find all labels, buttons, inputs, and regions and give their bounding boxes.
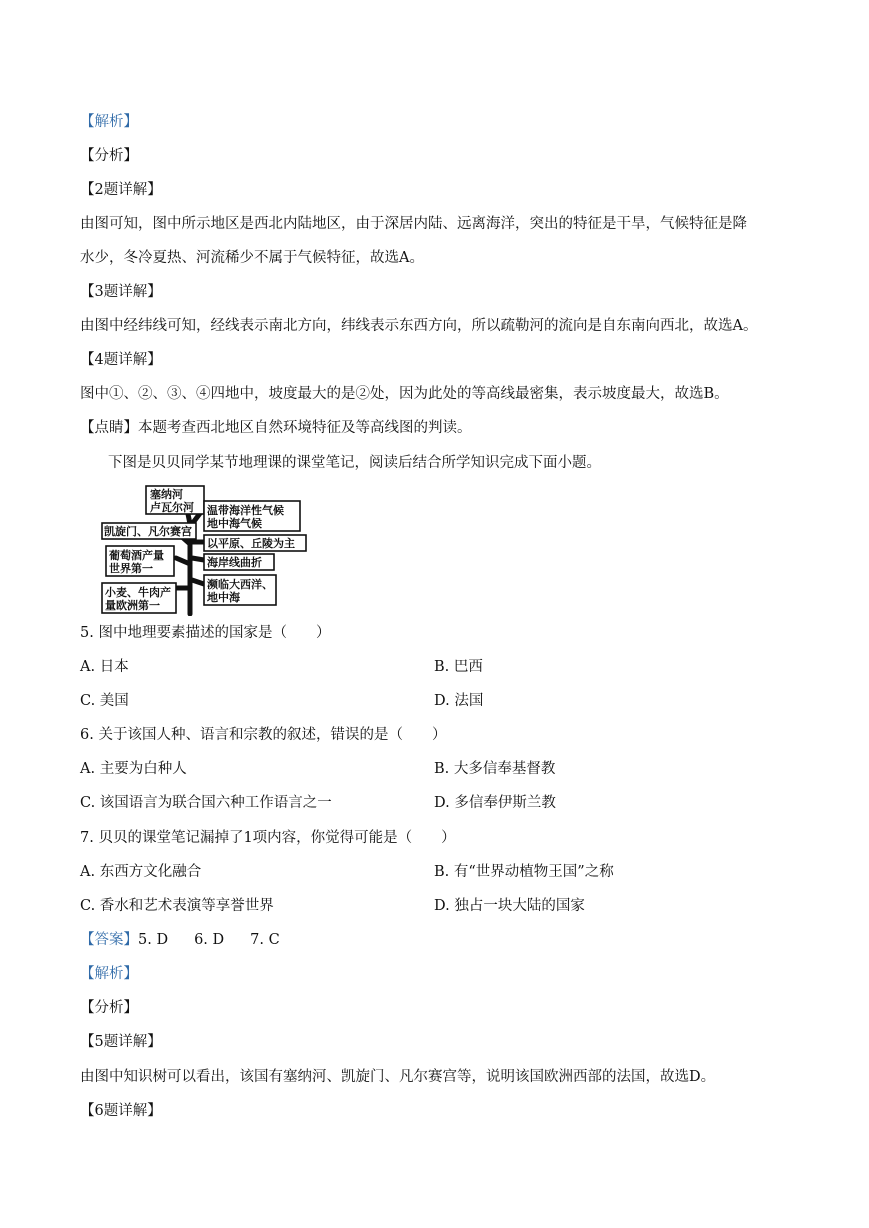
q6-option-c: C. 该国语言为联合国六种工作语言之一 <box>80 795 332 811</box>
answer-label: 【答案】 <box>80 932 138 948</box>
q6-detail-heading: 【6题详解】 <box>80 1103 162 1119</box>
dianjing-note: 【点睛】本题考查西北地区自然环境特征及等高线图的判读。 <box>80 420 472 436</box>
q7-option-d: D. 独占一块大陆的国家 <box>434 898 585 914</box>
svg-text:地中海气候: 地中海气候 <box>207 517 262 530</box>
svg-text:世界第一: 世界第一 <box>109 562 153 575</box>
jiexi-label: 【解析】 <box>80 114 138 130</box>
answer-item-5: 5. D <box>138 932 169 948</box>
q2-detail-heading: 【2题详解】 <box>80 182 162 198</box>
svg-text:濒临大西洋、: 濒临大西洋、 <box>207 578 273 591</box>
q6-option-d: D. 多信奉伊斯兰教 <box>434 795 556 811</box>
answer-line <box>80 930 280 950</box>
q4-detail-heading: 【4题详解】 <box>80 352 162 368</box>
tree-box-top <box>146 486 204 514</box>
q5-option-d: D. 法国 <box>434 693 484 709</box>
tree-box-right-3 <box>204 554 274 570</box>
q4-detail-text: 图中①、②、③、④四地中，坡度最大的是②处，因为此处的等高线最密集，表示坡度最大，故选B。 <box>80 386 729 402</box>
knowledge-tree-figure <box>100 484 310 616</box>
tree-box-left-2 <box>106 546 174 576</box>
jiexi-label-2: 【解析】 <box>80 966 138 982</box>
q6-option-b: B. 大多信奉基督教 <box>434 761 556 777</box>
svg-text:量欧洲第一: 量欧洲第一 <box>105 599 160 612</box>
q6-option-a: A. 主要为白种人 <box>80 761 187 777</box>
q5-option-c: C. 美国 <box>80 693 129 709</box>
svg-text:海岸线曲折: 海岸线曲折 <box>207 556 262 569</box>
question-7-stem: 7. 贝贝的课堂笔记漏掉了1项内容，你觉得可能是（ ） <box>80 830 456 846</box>
tree-trunk <box>174 504 204 614</box>
svg-text:地中海: 地中海 <box>207 591 240 604</box>
svg-text:小麦、牛肉产: 小麦、牛肉产 <box>105 586 171 599</box>
svg-text:以平原、丘陵为主: 以平原、丘陵为主 <box>207 537 295 550</box>
tree-box-right-4 <box>204 575 276 605</box>
q5-option-b: B. 巴西 <box>434 659 483 675</box>
tree-box-right-2 <box>204 535 306 551</box>
svg-text:卢瓦尔河: 卢瓦尔河 <box>150 501 194 514</box>
fenxi-label: 【分析】 <box>80 148 138 164</box>
q7-option-b: B. 有“世界动植物王国”之称 <box>434 864 614 880</box>
intro-text: 下图是贝贝同学某节地理课的课堂笔记，阅读后结合所学知识完成下面小题。 <box>108 455 601 471</box>
q3-detail-heading: 【3题详解】 <box>80 284 162 300</box>
q2-detail-text-line1: 由图可知，图中所示地区是西北内陆地区，由于深居内陆、远离海洋，突出的特征是干旱，气候特征是降 <box>80 216 747 232</box>
tree-box-left-3 <box>102 583 176 613</box>
fenxi-label-2: 【分析】 <box>80 1000 138 1016</box>
svg-text:葡萄酒产量: 葡萄酒产量 <box>109 549 164 562</box>
tree-box-right-1 <box>204 501 300 531</box>
answer-item-6: 6. D <box>194 932 225 948</box>
question-6-stem: 6. 关于该国人种、语言和宗教的叙述，错误的是（ ） <box>80 727 447 743</box>
q5-option-a: A. 日本 <box>80 659 129 675</box>
q5-detail-text: 由图中知识树可以看出，该国有塞纳河、凯旋门、凡尔赛宫等，说明该国欧洲西部的法国，故选D。 <box>80 1069 716 1085</box>
svg-text:塞纳河: 塞纳河 <box>150 488 183 501</box>
q2-detail-text-line2: 水少，冬冷夏热、河流稀少不属于气候特征，故选A。 <box>80 250 424 266</box>
q7-option-c: C. 香水和艺术表演等享誉世界 <box>80 898 274 914</box>
question-5-stem: 5. 图中地理要素描述的国家是（ ） <box>80 625 331 641</box>
tree-box-left-1 <box>102 523 196 539</box>
svg-text:温带海洋性气候: 温带海洋性气候 <box>207 504 284 517</box>
q3-detail-text: 由图中经纬线可知，经线表示南北方向，纬线表示东西方向，所以疏勒河的流向是自东南向西北，故选A。 <box>80 318 758 334</box>
q7-option-a: A. 东西方文化融合 <box>80 864 202 880</box>
q5-detail-heading: 【5题详解】 <box>80 1034 162 1050</box>
answer-item-7: 7. C <box>250 932 280 948</box>
svg-text:凯旋门、凡尔赛宫: 凯旋门、凡尔赛宫 <box>104 525 192 538</box>
